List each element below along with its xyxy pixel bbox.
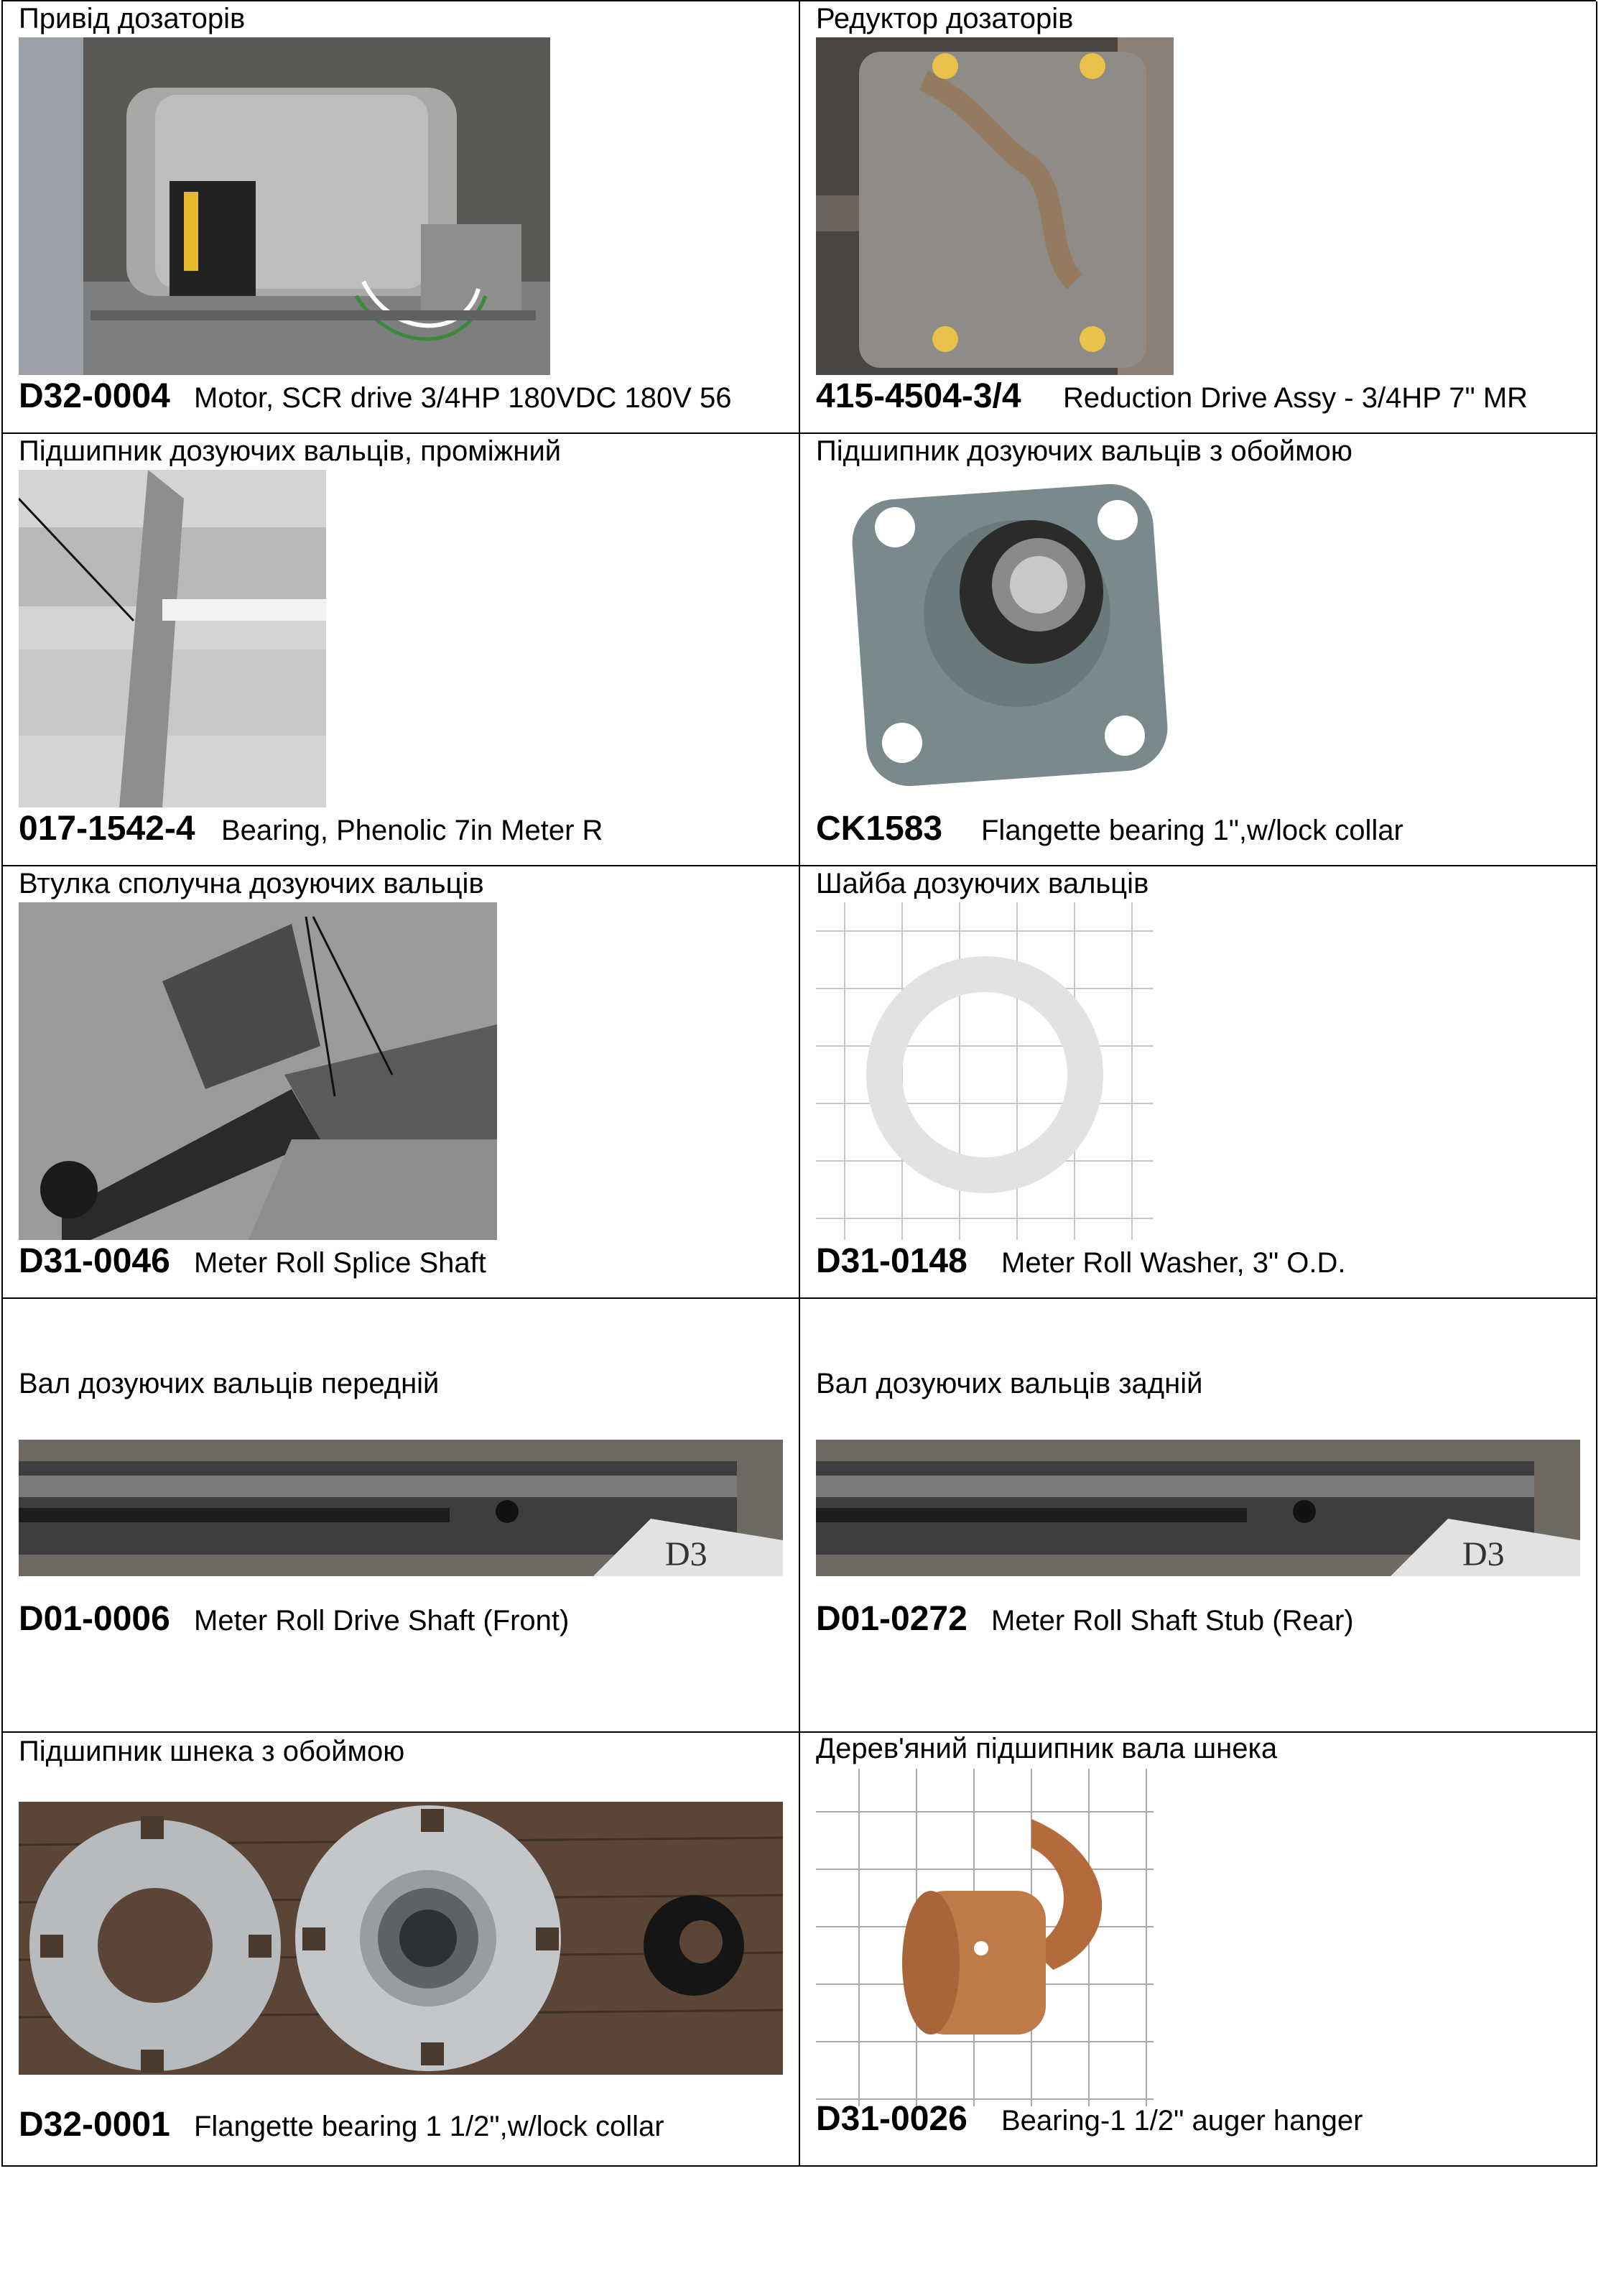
flangette-bearing-photo bbox=[816, 470, 1189, 807]
splice-shaft-photo bbox=[19, 902, 497, 1240]
part-description: Meter Roll Splice Shaft bbox=[194, 1247, 486, 1279]
auger-flangette-photo bbox=[19, 1802, 783, 2075]
part-cell-auger-hanger-bearing bbox=[800, 1733, 1597, 2167]
drive-shaft-front-photo bbox=[19, 1440, 783, 1576]
shaft-stub-rear-photo bbox=[816, 1440, 1580, 1576]
part-code: CK1583 bbox=[816, 810, 943, 848]
motor-photo bbox=[19, 37, 550, 375]
part-description: Meter Roll Drive Shaft (Front) bbox=[194, 1605, 570, 1637]
part-cell-motor bbox=[3, 1, 800, 434]
shaft-tag: D3 bbox=[1462, 1535, 1505, 1573]
part-title: Підшипник шнека з обоймою bbox=[19, 1736, 405, 1767]
part-description: Bearing-1 1/2" auger hanger bbox=[1001, 2105, 1363, 2137]
part-title: Втулка сполучна дозуючих вальців bbox=[19, 868, 484, 899]
washer-photo bbox=[816, 902, 1154, 1240]
part-cell-meter-roll-washer bbox=[800, 866, 1597, 1299]
part-cell-reduction-drive bbox=[800, 1, 1597, 434]
part-code: D31-0026 bbox=[816, 2100, 967, 2138]
part-code: D31-0148 bbox=[816, 1242, 967, 1280]
reduction-drive-photo bbox=[816, 37, 1174, 375]
part-title: Вал дозуючих вальців задній bbox=[816, 1368, 1203, 1399]
part-description: Meter Roll Shaft Stub (Rear) bbox=[991, 1605, 1354, 1637]
phenolic-bearing-photo bbox=[19, 470, 326, 807]
part-code: D32-0001 bbox=[19, 2106, 170, 2144]
part-description: Reduction Drive Assy - 3/4HP 7" MR bbox=[1063, 382, 1528, 414]
part-title: Підшипник дозуючих вальців з обоймою bbox=[816, 435, 1352, 467]
part-cell-auger-flangette bbox=[3, 1733, 800, 2167]
part-cell-shaft-stub-rear bbox=[800, 1299, 1597, 1733]
auger-hanger-bearing-photo bbox=[816, 1769, 1154, 2106]
part-code: D01-0006 bbox=[19, 1600, 170, 1638]
part-cell-splice-shaft bbox=[3, 866, 800, 1299]
part-title: Вал дозуючих вальців передній bbox=[19, 1368, 440, 1399]
part-description: Flangette bearing 1",w/lock collar bbox=[981, 815, 1403, 846]
shaft-tag: D3 bbox=[665, 1535, 707, 1573]
part-description: Meter Roll Washer, 3" O.D. bbox=[1001, 1247, 1346, 1279]
part-cell-flangette-bearing bbox=[800, 434, 1597, 866]
part-title: Привід дозаторів bbox=[19, 3, 246, 34]
parts-table bbox=[1, 0, 1596, 2167]
part-code: D31-0046 bbox=[19, 1242, 170, 1280]
part-cell-drive-shaft-front bbox=[3, 1299, 800, 1733]
part-code: D32-0004 bbox=[19, 377, 170, 415]
part-description: Bearing, Phenolic 7in Meter R bbox=[221, 815, 603, 846]
part-title: Дерев'яний підшипник вала шнека bbox=[816, 1733, 1278, 1764]
part-title: Редуктор дозаторів bbox=[816, 3, 1074, 34]
part-code: D01-0272 bbox=[816, 1600, 967, 1638]
part-title: Шайба дозуючих вальців bbox=[816, 868, 1149, 899]
part-code: 017-1542-4 bbox=[19, 810, 195, 848]
part-code: 415-4504-3/4 bbox=[816, 377, 1021, 415]
part-cell-phenolic-bearing bbox=[3, 434, 800, 866]
part-description: Motor, SCR drive 3/4HP 180VDC 180V 56 bbox=[194, 382, 732, 414]
part-description: Flangette bearing 1 1/2",w/lock collar bbox=[194, 2111, 664, 2142]
part-title: Підшипник дозуючих вальців, проміжний bbox=[19, 435, 562, 467]
